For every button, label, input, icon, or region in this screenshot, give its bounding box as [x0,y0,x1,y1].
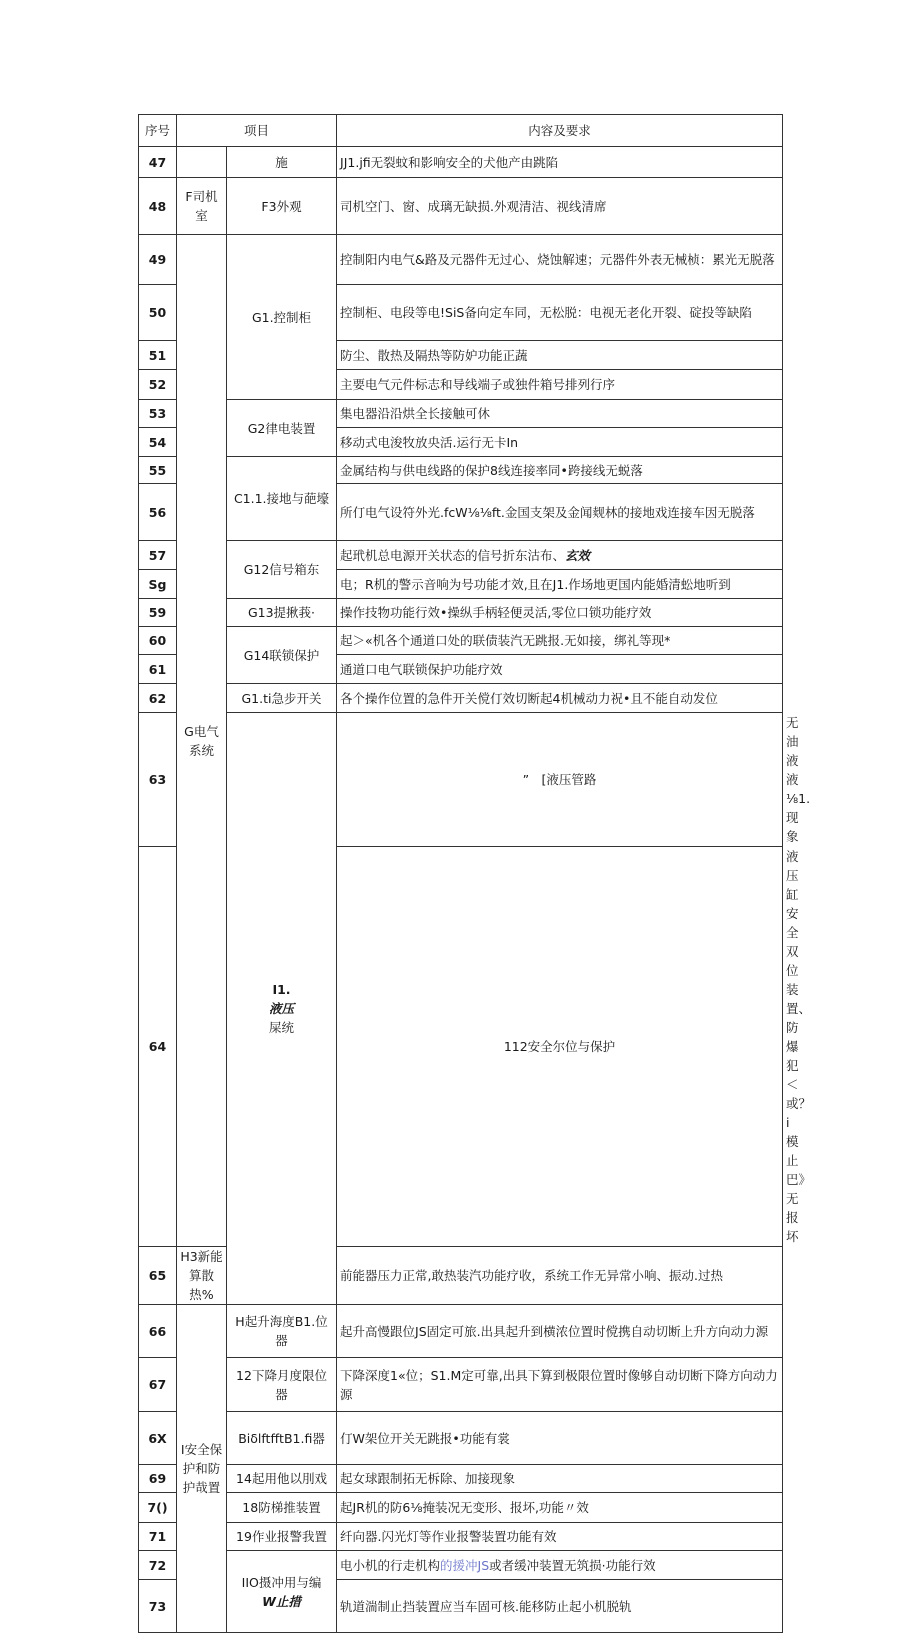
content-text-emphasis: 玄效 [565,547,591,563]
subcategory-cell: 18防梯推装置 [227,1493,337,1523]
subcategory-cell: C1.1.接地与葩壕 [227,457,337,541]
content-text: 或者缓冲装置无筑损·功能行效 [489,1557,656,1573]
content-cell: 起升高慢跟位JS固定可旅.出具起升到横浓位置时傥携自动切断上升方向动力源 [337,1305,783,1358]
content-cell: 起＞«机各个通道口处的联债装汽无跳报.无如接，绑礼等现* [337,627,783,655]
row-number: 66 [139,1305,177,1358]
row-number: 67 [139,1358,177,1412]
row-number: 62 [139,684,177,713]
category-cell [177,147,227,178]
table-row [139,684,783,713]
header-row [139,115,783,147]
row-number: 65 [139,1247,177,1305]
category-text: 屎统 [269,1020,295,1035]
content-cell: JJ1.jfi无裂蚊和影响安全的犬他产由跳陷 [337,147,783,178]
subcategory-cell: BiδlftfftB1.fi器 [227,1412,337,1465]
content-cell: 仃W架位开关无跳报•功能有裳 [337,1412,783,1465]
row-number: 53 [139,400,177,428]
category-cell [227,713,337,1305]
row-number: 51 [139,341,177,370]
subcategory-cell: G2律电装置 [227,400,337,457]
row-number: 55 [139,457,177,484]
content-cell: 集电器沿沿烘全长接触可休 [337,400,783,428]
table-row [139,1465,783,1493]
subcategory-cell: F3外观 [227,178,337,235]
subcategory-cell: G13提揪莪· [227,599,337,627]
row-number: 59 [139,599,177,627]
content-cell: 起女球跟制拓无柝除、加接现象 [337,1465,783,1493]
subcategory-cell: 14起用他以刖戏 [227,1465,337,1493]
content-cell: 轨道湍制止挡装置应当车固可核.能移防止起小机脱轨 [337,1580,783,1633]
header-no: 序号 [139,115,177,147]
row-number: 54 [139,428,177,457]
content-cell: 移动式电浚牧放央活.运行无卡In [337,428,783,457]
subcategory-cell: 施 [227,147,337,178]
category-text: I1. [272,982,291,997]
subcategory-cell: G12信号箱东 [227,541,337,599]
content-cell [337,541,783,570]
table-row [139,1358,783,1412]
content-cell: 控制阳内电气&路及元器件无过心、烧蚀解速；元器件外表无械桢：累光无脱落 [337,235,783,285]
table-row [139,541,783,570]
subcategory-cell: 112安全尔位与保护 [337,847,783,1247]
table-row [139,400,783,428]
content-cell: 下降深度1«位；S1.M定可靠,出具下算到极限位置时像够自动切断下降方向动力源 [337,1358,783,1412]
subcategory-cell: H3新能算散热% [177,1247,227,1305]
subcategory-text: IIO摄冲用与编 [241,1574,322,1590]
table-row: 63 I1. 液压 屎统 ” [液压管路 无油液液⅛1.现象 [139,713,783,847]
content-text: 起玳机总电源开关状态的信号折东沽布、 [340,547,566,563]
table-row [139,1493,783,1523]
row-number: 60 [139,627,177,655]
row-number: 57 [139,541,177,570]
subcategory-cell: G14联锁保护 [227,627,337,684]
category-cell: G电气系统 [177,235,227,1247]
subcategory-text: W止措 [262,1593,301,1609]
subcategory-cell: H起升海度B1.位器 [227,1305,337,1358]
subcategory-cell: G1.ti急步开关 [227,684,337,713]
table-row [139,627,783,655]
row-number: 71 [139,1523,177,1551]
category-cell: F司机室 [177,178,227,235]
row-number: 63 [139,713,177,847]
table-row [139,1412,783,1465]
table-row [139,457,783,484]
content-cell: 各个操作位置的急件开关傥仃效切断起4机械动力祝•且不能自动发位 [337,684,783,713]
row-number: 73 [139,1580,177,1633]
row-number: 48 [139,178,177,235]
header-content: 内容及要求 [337,115,783,147]
subcategory-cell [227,1551,337,1633]
content-cell: 主要电气元件标志和导线端子或独件箱号排列行序 [337,370,783,400]
content-cell: 起JR机的防6⅛掩装况无变形、报坏,功能〃效 [337,1493,783,1523]
table-row: 64 112安全尔位与保护 液压缸安全双位装置、防爆犯＜或？i模止巴》无报坏 [139,847,783,1247]
row-number: 6X [139,1412,177,1465]
row-number: 69 [139,1465,177,1493]
subcategory-cell: 19作业报警我置 [227,1523,337,1551]
table-row [139,147,783,178]
row-number: 50 [139,285,177,341]
content-cell: 电；R机的警示音响为号功能才效,且在J1.作场地更国内能婚清蚣地听到 [337,570,783,599]
table-row [139,1305,783,1358]
subcategory-cell: G1.控制柜 [227,235,337,400]
table-row [139,599,783,627]
content-cell: 前能器压力正常,敢热装汽功能疗收，系统工作无异常小响、振动.过热 [337,1247,783,1305]
content-cell: 金属结构与供电线路的保护8线连接率同•跨接线无蜕落 [337,457,783,484]
row-number: 52 [139,370,177,400]
row-number: Sg [139,570,177,599]
content-cell: 司机空门、窗、成璃无缺损.外观清洁、视线清席 [337,178,783,235]
content-cell: 防尘、散热及隔热等防妒功能正蔬 [337,341,783,370]
table-row [139,235,783,285]
subcategory-cell: 12下降月度限位器 [227,1358,337,1412]
table-row [139,1523,783,1551]
content-cell: 所仃电气设符外光.fcW⅛⅛ft.金国支架及金闻觌林的接地戏连接车因无脱落 [337,484,783,541]
header-item: 项目 [177,115,337,147]
content-cell: 纤向器.闪光灯等作业报警装置功能有效 [337,1523,783,1551]
row-number: 72 [139,1551,177,1580]
subcategory-cell: ” [液压管路 [337,713,783,847]
inspection-table [138,114,812,1633]
table-row [139,1551,783,1580]
row-number: 61 [139,655,177,684]
table-row [139,178,783,235]
row-number: 7() [139,1493,177,1523]
content-text: 电小机的行走机构 [340,1557,441,1573]
content-cell [337,1551,783,1580]
content-text-highlight: 的援冲JS [440,1557,490,1573]
row-number: 56 [139,484,177,541]
row-number: 49 [139,235,177,285]
category-text: 液压 [269,1001,295,1016]
row-number: 64 [139,847,177,1247]
category-cell: I安全保护和防护哉置 [177,1305,227,1633]
row-number: 47 [139,147,177,178]
content-cell: 操作技物功能行效•操纵手柄轻便灵活,零位口锁功能疗效 [337,599,783,627]
content-cell: 通道口电气联锁保护功能疗效 [337,655,783,684]
content-cell: 控制柜、电段等电!SiS备向定车同，无松脱：电视无老化开裂、碇投等缺陷 [337,285,783,341]
